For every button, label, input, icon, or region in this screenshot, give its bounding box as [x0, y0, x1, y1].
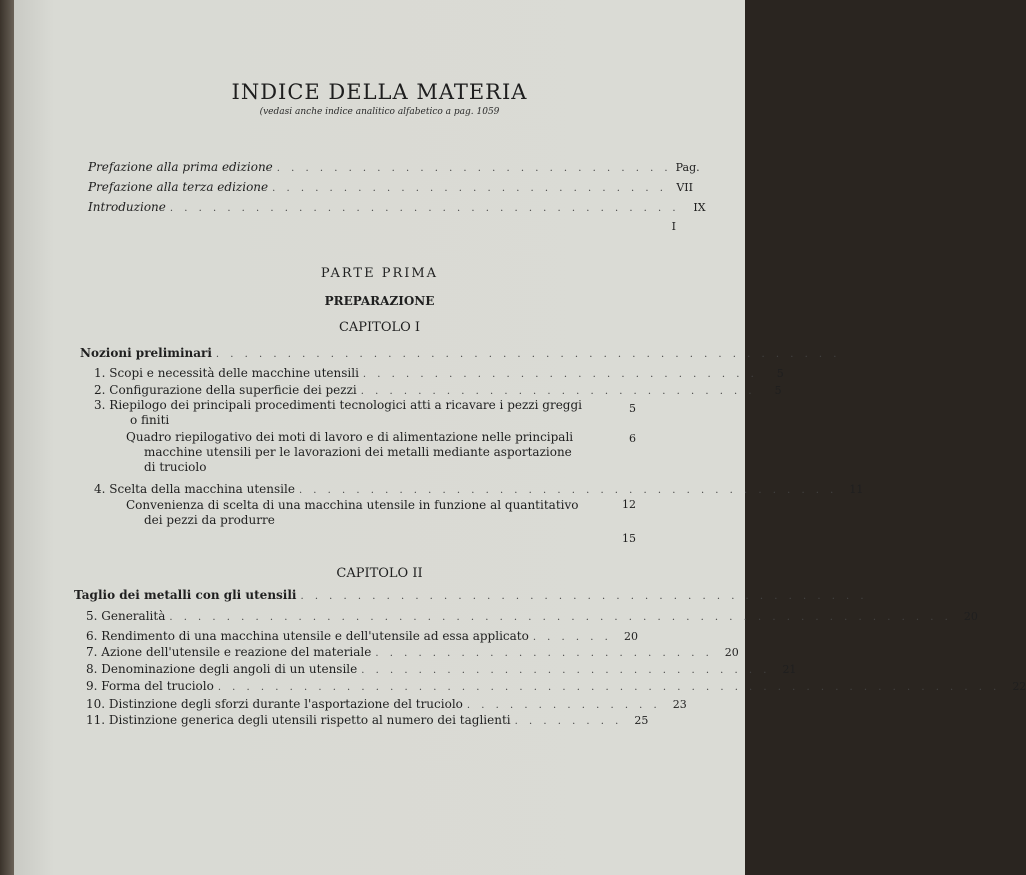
toc-row-multiline — [126, 430, 636, 475]
leader-dots: . . . . . . . . . . . . . . . . . . . . . . . . . . . . . . . . . . . . . . . . . . . . — [215, 349, 841, 360]
toc-label: Configurazione della superficie dei pezzi — [109, 383, 357, 397]
toc-label-continuation: di truciolo — [144, 460, 207, 474]
toc-number: 9. — [86, 679, 98, 693]
toc-page: 6 — [629, 432, 636, 445]
toc-row-front — [88, 160, 700, 174]
toc-row-front — [88, 220, 676, 233]
toc-number: 10. — [86, 697, 106, 711]
toc-page: 5 — [629, 402, 636, 415]
leader-dots: . . . . . . . . . . . . . . . . . . . . . . . . . . . . . . . . . . . . . . . . . . . . . . . . . . . . . . . — [217, 682, 1001, 693]
toc-row — [86, 662, 797, 676]
leader-dots: . . . . . . . . . . . . . . . . . . . . . . . . . . . . — [276, 163, 672, 174]
toc-label: Scelta della macchina utensile — [109, 482, 295, 496]
leader-dots: . . . . . . . . . . . . . . . . . . . . . . . . . . . . . . . . . . . . . . — [298, 485, 838, 496]
toc-page: 5 — [774, 384, 782, 397]
toc-row — [94, 366, 784, 380]
toc-row-multiline — [94, 398, 636, 428]
toc-label: Convenienza di scelta di una macchina utensile in funzione al quantitativo — [126, 498, 579, 512]
toc-label: Introduzione — [88, 200, 166, 214]
toc-label: Forma del truciolo — [101, 679, 214, 693]
toc-number: 2. — [94, 383, 106, 397]
toc-number: 5. — [86, 609, 98, 623]
toc-number: 11. — [86, 713, 106, 727]
toc-label-continuation: dei pezzi da produrre — [144, 513, 275, 527]
chapter-title: Taglio dei metalli con gli utensili — [74, 588, 297, 602]
toc-row-multiline — [126, 498, 636, 528]
toc-page: 12 — [622, 498, 636, 511]
chapter-heading — [80, 346, 841, 360]
leader-dots: . . . . . . . . . . . . . . — [466, 700, 661, 711]
toc-row — [94, 383, 782, 397]
toc-label: Distinzione degli sforzi durante l'asportazione del truciolo — [108, 697, 463, 711]
toc-label: Denominazione degli angoli di un utensile — [101, 662, 358, 676]
leader-dots: . . . . . . — [532, 632, 612, 643]
toc-page: Pag. — [675, 161, 700, 174]
toc-label-continuation: o finiti — [130, 413, 170, 427]
toc-page: 21 — [782, 663, 797, 676]
leader-dots: . . . . . . . . . . . . . . . . . . . . . . . . . . . . . . . . . . . . . . . . . . . . . . . . . . . . . . . — [169, 612, 952, 623]
toc-label: Scopi e necessità delle macchine utensili — [109, 366, 359, 380]
toc-number: 6. — [86, 629, 98, 643]
toc-row — [94, 482, 864, 496]
toc-row — [86, 679, 1026, 693]
toc-row — [86, 713, 649, 727]
toc-label: Generalità — [101, 609, 166, 623]
book-page — [14, 0, 1026, 875]
leader-dots: . . . . . . . . . . . . . . . . . . . . . . . . . . . . . . . . . . . . — [169, 203, 680, 214]
leader-dots: . . . . . . . . . . . . . . . . . . . . . . . . . . . . — [362, 369, 758, 380]
toc-page: 20 — [624, 630, 638, 643]
toc-page: 25 — [634, 714, 649, 727]
toc-label: Prefazione alla prima edizione — [88, 160, 273, 174]
toc-row — [86, 697, 687, 711]
toc-page: 5 — [776, 367, 784, 380]
leader-dots: . . . . . . . . . . . . . . . . . . . . . . . . . . . . — [360, 386, 756, 397]
toc-page: 20 — [963, 610, 978, 623]
toc-row-front — [88, 200, 706, 214]
part-label: PARTE PRIMA — [320, 266, 439, 281]
toc-label-continuation: macchine utensili per le lavorazioni dei metalli mediante asportazione — [144, 445, 572, 459]
toc-number: 8. — [86, 662, 98, 676]
toc-page: I — [671, 220, 676, 233]
leader-dots: . . . . . . . . — [514, 716, 623, 727]
leader-dots: . . . . . . . . . . . . . . . . . . . . . . . . — [375, 648, 713, 659]
leader-dots: . . . . . . . . . . . . . . . . . . . . . . . . . . . . . — [361, 665, 771, 676]
page-subtitle: (vedasi anche indice analitico alfabetico a pag. 1059 — [259, 107, 500, 117]
toc-label: Azione dell'utensile e reazione del materiale — [101, 645, 372, 659]
toc-row — [86, 609, 978, 623]
toc-row — [86, 645, 739, 659]
toc-page: 23 — [672, 698, 687, 711]
toc-page: IX — [693, 201, 706, 214]
leader-dots: . . . . . . . . . . . . . . . . . . . . . . . . . . . . — [272, 183, 667, 194]
page-title: INDICE DELLA MATERIA — [231, 80, 528, 104]
toc-page: VII — [676, 181, 693, 194]
toc-row-front — [88, 180, 693, 194]
toc-number: 1. — [94, 366, 106, 380]
book-spine-shadow — [0, 0, 14, 875]
toc-label: Prefazione alla terza edizione — [88, 180, 269, 194]
chapter-heading — [74, 588, 868, 602]
chapter-title: Nozioni preliminari — [80, 346, 212, 360]
toc-label: Rendimento di una macchina utensile e dell'utensile ad essa applicato — [101, 629, 529, 643]
part-name: PREPARAZIONE — [324, 294, 435, 308]
toc-label: Distinzione generica degli utensili rispetto al numero dei taglienti — [108, 713, 511, 727]
toc-page: 20 — [724, 646, 739, 659]
toc-number: 7. — [86, 645, 98, 659]
toc-label: Quadro riepilogativo dei moti di lavoro e di alimentazione nelle principali — [126, 430, 574, 444]
toc-number: 4. — [94, 482, 106, 496]
toc-page: 15 — [622, 532, 636, 545]
chapter-label: CAPITOLO II — [336, 566, 423, 581]
toc-row — [86, 629, 638, 643]
leader-dots: . . . . . . . . . . . . . . . . . . . . . . . . . . . . . . . . . . . . . . . . — [300, 591, 868, 602]
chapter-label: CAPITOLO I — [338, 320, 421, 335]
toc-label: Riepilogo dei principali procedimenti tecnologici atti a ricavare i pezzi greggi — [109, 398, 582, 412]
toc-number: 3. — [94, 398, 106, 412]
toc-page: 22 — [1012, 680, 1026, 693]
toc-page: 11 — [849, 483, 864, 496]
